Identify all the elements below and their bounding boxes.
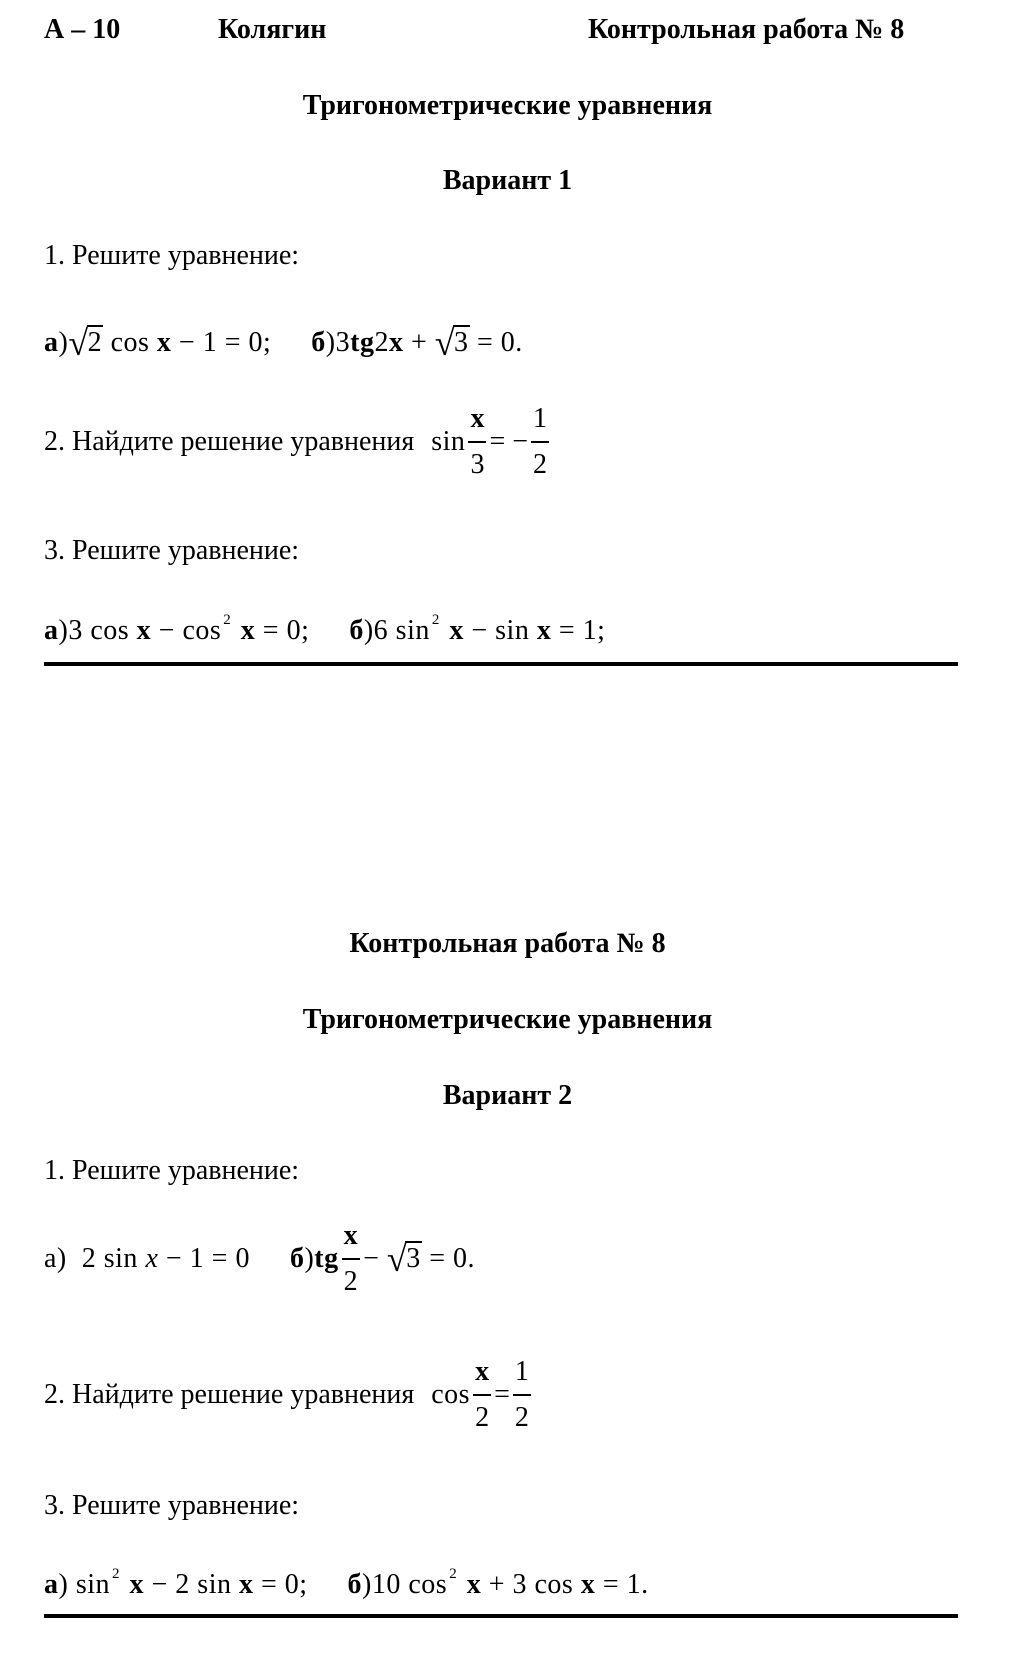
v1-subject: Тригонометрические уравнения <box>302 90 713 121</box>
v1-task1-equations: а)√2 cos x − 1 = 0; б)3tg2x + √3 = 0. <box>44 323 523 363</box>
v2-task1-equations: а) 2 sin x − 1 = 0 б)tg $\frac{x}{2}$ − √3 = 0. <box>44 1220 475 1297</box>
v1-task2-text: 2. Найдите решение уравнения <box>44 426 415 457</box>
v1-task3-equations: а)3 cos x − cos $^2$ x = 0; б)6 sin $^2$ x − sin x = 1; <box>44 612 606 646</box>
author-label: Колягин <box>218 14 327 45</box>
work-title: Контрольная работа № 8 <box>588 14 905 45</box>
v2-task3-equations: а) sin $^2$ x − 2 sin x = 0; б)10 cos $^2$ x + 3 cos x = 1. <box>44 1566 649 1600</box>
divider-line <box>44 662 958 666</box>
v2-title: Контрольная работа № 8 <box>349 928 666 959</box>
bottom-line <box>44 1614 958 1618</box>
v1-task2: 2. Найдите решение уравнения sin $\frac{x}{3}$ = − $\frac{1}{2}$ <box>44 403 548 480</box>
v2-task1: 1. Решите уравнение: <box>44 1155 300 1186</box>
class-label: А – 10 <box>44 14 121 45</box>
v2-task2: 2. Найдите решение уравнения cos $\frac{x}{2}$ = $\frac{1}{2}$ <box>44 1356 529 1433</box>
v1-task3: 3. Решите уравнение: <box>44 535 300 566</box>
v2-task2-text: 2. Найдите решение уравнения <box>44 1379 415 1410</box>
v2-variant: Вариант 2 <box>442 1080 573 1111</box>
v2-task3: 3. Решите уравнение: <box>44 1490 300 1521</box>
v1-variant: Вариант 1 <box>442 165 573 196</box>
v1-task1: 1. Решите уравнение: <box>44 240 300 271</box>
v2-subject: Тригонометрические уравнения <box>302 1004 713 1035</box>
